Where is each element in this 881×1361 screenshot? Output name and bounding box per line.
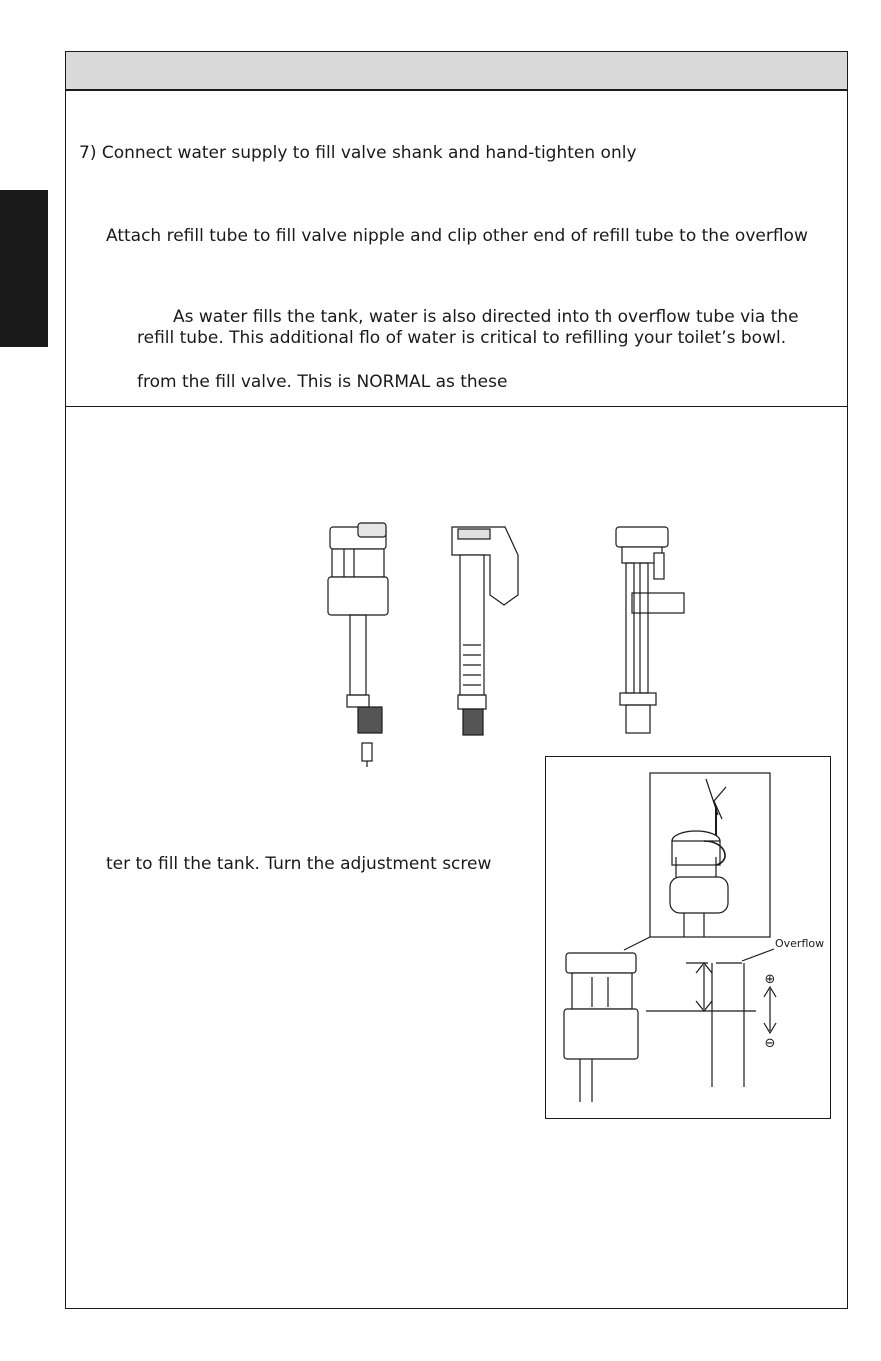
fill-valve-1 — [328, 523, 388, 767]
refill-tube-instruction: Attach refill tube to fill valve nipple and clip other end of refill tube to the overflow — [106, 226, 808, 246]
note-line-1: As water fills the tank, water is also directed into th overflow tube via the — [173, 307, 799, 327]
fill-valve-illustrations — [300, 515, 720, 785]
fill-valve-3 — [616, 527, 684, 733]
adjustment-inset-diagram — [545, 756, 831, 1119]
overflow-label: Overflow — [775, 937, 825, 950]
language-side-tab — [0, 190, 48, 347]
fill-valve-2 — [452, 527, 518, 735]
adjustment-text: ter to fill the tank. Turn the adjustment screw — [106, 854, 492, 874]
step-7-text: 7) Connect water supply to fill valve shank and hand-tighten only — [79, 143, 637, 163]
section-divider — [65, 406, 848, 407]
minus-symbol: ⊖ — [764, 1036, 776, 1051]
zoom-leader — [624, 937, 650, 950]
note-line-3: from the fill valve. This is NORMAL as these — [137, 372, 508, 392]
header-bar — [65, 51, 848, 91]
plus-symbol: ⊕ — [764, 972, 776, 987]
note-line-2: refill tube. This additional flo of water is critical to refilling your toilet’s bowl. — [137, 328, 787, 348]
